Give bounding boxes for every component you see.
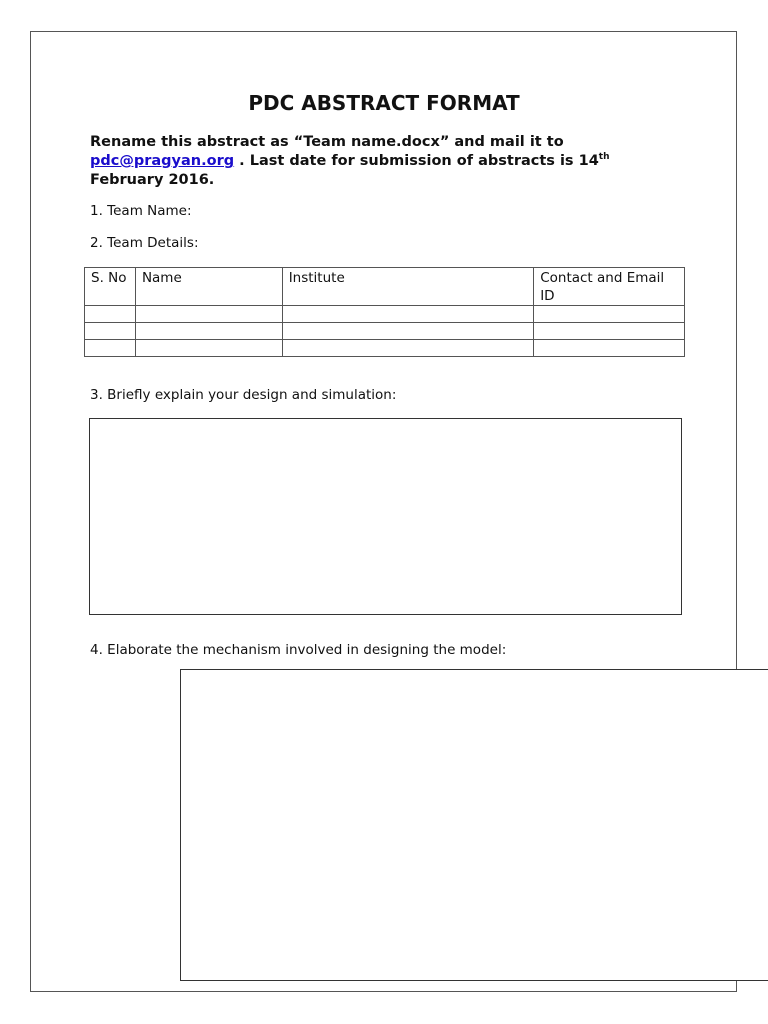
table-cell[interactable] [534, 340, 685, 357]
header-name: Name [135, 268, 282, 306]
table-row [85, 340, 685, 357]
team-details-table [84, 267, 685, 357]
table-cell[interactable] [135, 323, 282, 340]
team-details-label: 2. Team Details: [90, 235, 199, 251]
design-label: 3. Briefly explain your design and simulation: [90, 387, 397, 403]
email-link[interactable]: pdc@pragyan.org [90, 153, 235, 169]
table-cell[interactable] [85, 323, 136, 340]
table-cell[interactable] [282, 323, 534, 340]
submission-instructions [90, 133, 680, 190]
date-superscript: th [598, 152, 610, 163]
table-cell[interactable] [534, 323, 685, 340]
instructions-text-part1: Rename this abstract as “Team name.docx” and mail it to [90, 134, 564, 150]
team-name-label: 1. Team Name: [90, 203, 192, 219]
table-header-row [85, 268, 685, 306]
instructions-text-part2: . Last date for submission of abstracts is 14 [234, 153, 599, 169]
table-cell[interactable] [282, 306, 534, 323]
table-cell[interactable] [534, 306, 685, 323]
table-cell[interactable] [282, 340, 534, 357]
table-cell[interactable] [135, 306, 282, 323]
table-cell[interactable] [135, 340, 282, 357]
header-contact: Contact and Email ID [534, 268, 685, 306]
instructions-text-part3: February 2016. [90, 172, 215, 188]
table-row [85, 323, 685, 340]
table-cell[interactable] [85, 340, 136, 357]
header-sno: S. No [85, 268, 136, 306]
header-institute: Institute [282, 268, 534, 306]
table-row [85, 306, 685, 323]
mechanism-label: 4. Elaborate the mechanism involved in designing the model: [90, 642, 507, 658]
design-answer-box[interactable] [89, 418, 682, 615]
mechanism-answer-box[interactable] [180, 669, 768, 981]
table-cell[interactable] [85, 306, 136, 323]
document-title: PDC ABSTRACT FORMAT [248, 91, 520, 115]
